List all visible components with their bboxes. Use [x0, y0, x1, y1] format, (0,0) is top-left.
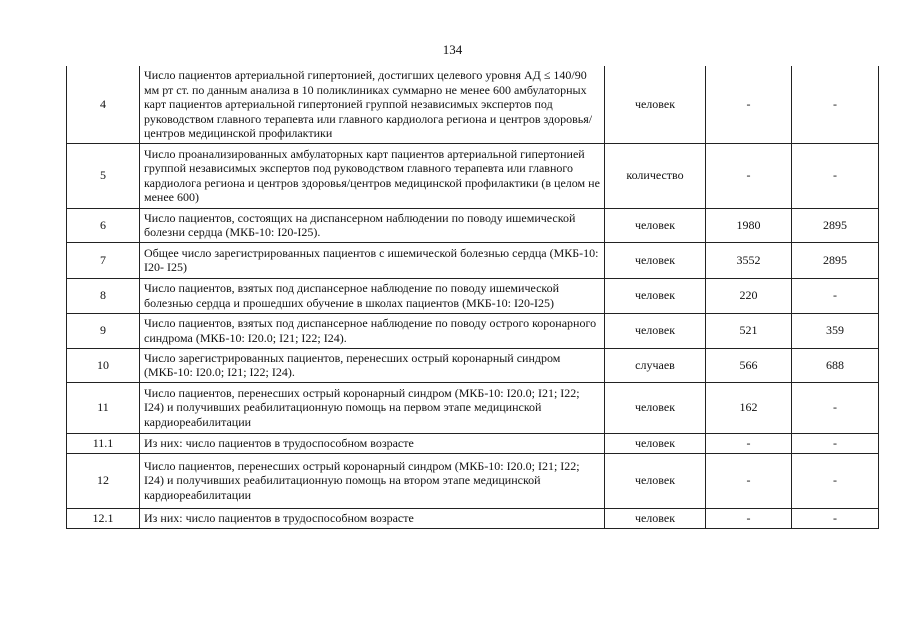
row-description: Из них: число пациентов в трудоспособном возрасте [140, 508, 605, 528]
page-number: 134 [442, 42, 463, 57]
row-value-2: - [792, 278, 879, 313]
table-row [67, 208, 879, 242]
row-number: 8 [67, 278, 140, 313]
row-value-1: 162 [706, 382, 792, 433]
table-row [67, 453, 879, 508]
row-number: 9 [67, 313, 140, 348]
row-unit: человек [605, 433, 706, 453]
row-value-2: 2895 [792, 242, 879, 278]
row-number: 12 [67, 453, 140, 508]
table-row [67, 66, 879, 143]
row-unit: человек [605, 208, 706, 242]
row-value-2: 2895 [792, 208, 879, 242]
row-number: 11 [67, 382, 140, 433]
table-row [67, 508, 879, 528]
row-description: Число зарегистрированных пациентов, перенесших острый коронарный синдром (МКБ-10: I20.0; I21; I22; I24). [140, 348, 605, 382]
row-value-2: - [792, 508, 879, 528]
row-number: 4 [67, 66, 140, 143]
row-unit: человек [605, 66, 706, 143]
table-row [67, 242, 879, 278]
row-unit: случаев [605, 348, 706, 382]
row-description: Число пациентов артериальной гипертонией, достигших целевого уровня АД ≤ 140/90 мм рт ст. по данным анализа в 10 поликлиниках суммарно не менее 600 амбулаторных карт пациентов артериальной гипертонией группой независимых экспертов под руководством главного терапевта или главного кардиолога региона и центров здоровья/центров медицинской профилактики [140, 66, 605, 143]
row-description: Число проанализированных амбулаторных карт пациентов артериальной гипертонией группой независимых экспертов под руководством главного терапевта или главного кардиолога региона и центров здоровья/центров медицинской профилактики (в целом не менее 600) [140, 143, 605, 208]
row-value-2: - [792, 433, 879, 453]
row-unit: человек [605, 453, 706, 508]
row-unit: количество [605, 143, 706, 208]
row-description: Общее число зарегистрированных пациентов с ишемической болезнью сердца (МКБ-10: I20- I25) [140, 242, 605, 278]
row-number: 6 [67, 208, 140, 242]
row-unit: человек [605, 278, 706, 313]
indicators-table [66, 66, 879, 529]
row-description: Число пациентов, состоящих на диспансерном наблюдении по поводу ишемической болезни сердца (МКБ-10: I20-I25). [140, 208, 605, 242]
row-value-2: - [792, 66, 879, 143]
table-row [67, 382, 879, 433]
row-value-1: - [706, 508, 792, 528]
row-value-2: - [792, 453, 879, 508]
row-value-2: 359 [792, 313, 879, 348]
row-number: 5 [67, 143, 140, 208]
row-unit: человек [605, 313, 706, 348]
row-unit: человек [605, 382, 706, 433]
row-number: 7 [67, 242, 140, 278]
row-description: Число пациентов, взятых под диспансерное наблюдение по поводу острого коронарного синдрома (МКБ-10: I20.0; I21; I22; I24). [140, 313, 605, 348]
row-number: 10 [67, 348, 140, 382]
table-row [67, 278, 879, 313]
row-value-1: 220 [706, 278, 792, 313]
row-value-1: - [706, 453, 792, 508]
row-value-2: 688 [792, 348, 879, 382]
row-value-1: 566 [706, 348, 792, 382]
row-value-2: - [792, 382, 879, 433]
row-value-1: 3552 [706, 242, 792, 278]
row-value-1: 521 [706, 313, 792, 348]
row-value-1: 1980 [706, 208, 792, 242]
row-unit: человек [605, 242, 706, 278]
row-description: Из них: число пациентов в трудоспособном возрасте [140, 433, 605, 453]
row-value-1: - [706, 143, 792, 208]
row-value-1: - [706, 66, 792, 143]
row-number: 11.1 [67, 433, 140, 453]
row-description: Число пациентов, перенесших острый коронарный синдром (МКБ-10: I20.0; I21; I22; I24) и получивших реабилитационную помощь на первом этапе медицинской кардиореабилитации [140, 382, 605, 433]
table-row [67, 143, 879, 208]
row-value-1: - [706, 433, 792, 453]
table-row [67, 348, 879, 382]
table-row [67, 313, 879, 348]
row-unit: человек [605, 508, 706, 528]
row-value-2: - [792, 143, 879, 208]
row-description: Число пациентов, перенесших острый коронарный синдром (МКБ-10: I20.0; I21; I22; I24) и получивших реабилитационную помощь на втором этапе медицинской кардиореабилитации [140, 453, 605, 508]
table-row [67, 433, 879, 453]
row-number: 12.1 [67, 508, 140, 528]
row-description: Число пациентов, взятых под диспансерное наблюдение по поводу ишемической болезнью сердца и прошедших обучение в школах пациентов (МКБ-10: I20-I25) [140, 278, 605, 313]
